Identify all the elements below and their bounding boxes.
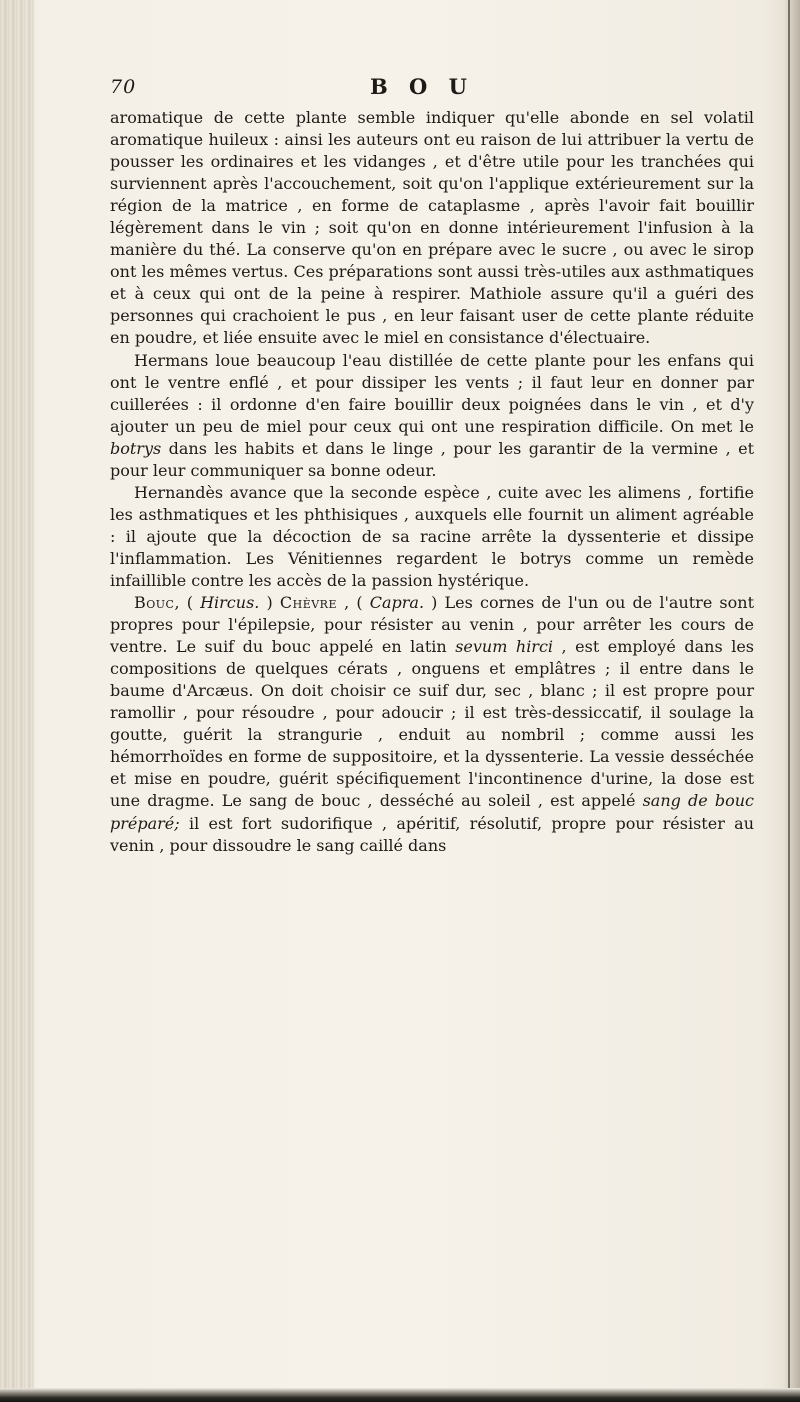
page-header	[110, 76, 750, 106]
text-run: )	[259, 593, 280, 613]
page-gutter	[0, 0, 34, 1402]
page-right-edge	[782, 0, 800, 1402]
latin-name-hircus: Hircus.	[200, 593, 260, 613]
text-run: , (	[337, 593, 370, 613]
page-edge-line	[788, 0, 790, 1402]
paragraph-hermans	[110, 350, 754, 482]
page-bottom-edge	[0, 1388, 800, 1402]
paragraph-continuation: aromatique de cette plante semble indiquer qu'elle abonde en sel volatil aromatique huileux : ainsi les auteurs ont eu raison de lui attribuer la vertu de pousser les ordinaires et les vidanges , et d'être utile pour les tranchées qui surviennent après l'accouchement, soit qu'on l'applique extérieurement sur la région de la matrice , en forme de cataplasme , après l'avoir fait bouillir légèrement dans le vin ; soit qu'on en donne intérieurement l'infusion à la manière du thé. La conserve qu'on en prépare avec le sucre , ou avec le sirop ont les mêmes vertus. Ces préparations sont aussi très-utiles aux asthmatiques et à ceux qui ont de la peine à respirer. Mathiole assure qu'il a guéri des personnes qui crachoient le pus , en leur faisant user de cette plante réduite en poudre, et liée ensuite avec le miel en consistance d'électuaire.	[110, 108, 754, 348]
text-run: il est fort sudorifique , apéritif, résolutif, propre pour résister au venin , pour dissoudre le sang caillé dans	[110, 813, 754, 855]
latin-term-sevum-hirci: sevum hirci	[455, 637, 554, 657]
paragraph-hernandes: Hernandès avance que la seconde espèce , cuite avec les alimens , fortifie les asthmatiques et les phthisiques , auxquels elle fournit un aliment agréable : il ajoute que la décoction de sa racine arrête la dyssenterie et dissipe l'inflammation. Les Vénitiennes regardent le botrys comme un remède infaillible contre les accès de la passion hystérique.	[110, 482, 754, 590]
term-sang-de-bouc: sang de bouc préparé;	[110, 791, 754, 833]
text-run: ) Les cornes de l'un ou de l'autre sont propres pour l'épilepsie, pour résister au venin , pour arrêter les cours de ventre. Le suif du bouc appelé en latin	[110, 593, 755, 657]
latin-name-capra: Capra.	[369, 593, 425, 613]
body-text	[110, 107, 754, 857]
running-head: B O U	[370, 74, 474, 99]
entry-headword-bouc: Bouc	[134, 593, 175, 613]
page-number: 70	[110, 76, 137, 98]
entry-bouc	[110, 592, 754, 857]
text-run: Hermans loue beaucoup l'eau distillée de cette plante pour les enfans qui ont le ventre enflé , et pour dissiper les vents ; il faut leur en donner par cuillerées : il ordonne d'en faire bouillir deux poignées dans le vin , et d'y ajouter un peu de miel pour ceux qui ont une respiration difficile. On met le	[110, 350, 754, 436]
text-run: , (	[174, 593, 201, 613]
text-run: , est employé dans les compositions de quelques cérats , onguens et emplâtres ; il entre dans le baume d'Arcæus. On doit choisir ce suif dur, sec , blanc ; il est propre pour ramollir , pour résoudre , pour adoucir ; il est très-dessiccatif, il soulage la goutte, guérit la strangurie , enduit au nombril ; comme aussi les hémorrhoïdes en forme de suppositoire, et la dyssenterie. La vessie desséchée et mise en poudre, guérit spécifiquement l'incontinence d'urine, la dose est une dragme. Le sang de bouc , desséché au soleil , est appelé	[110, 637, 755, 811]
text-run: dans les habits et dans le linge , pour les garantir de la vermine , et pour leur communiquer sa bonne odeur.	[110, 438, 754, 480]
cross-ref-chevre: Chèvre	[279, 593, 337, 613]
italic-term-botrys: botrys	[110, 438, 162, 458]
